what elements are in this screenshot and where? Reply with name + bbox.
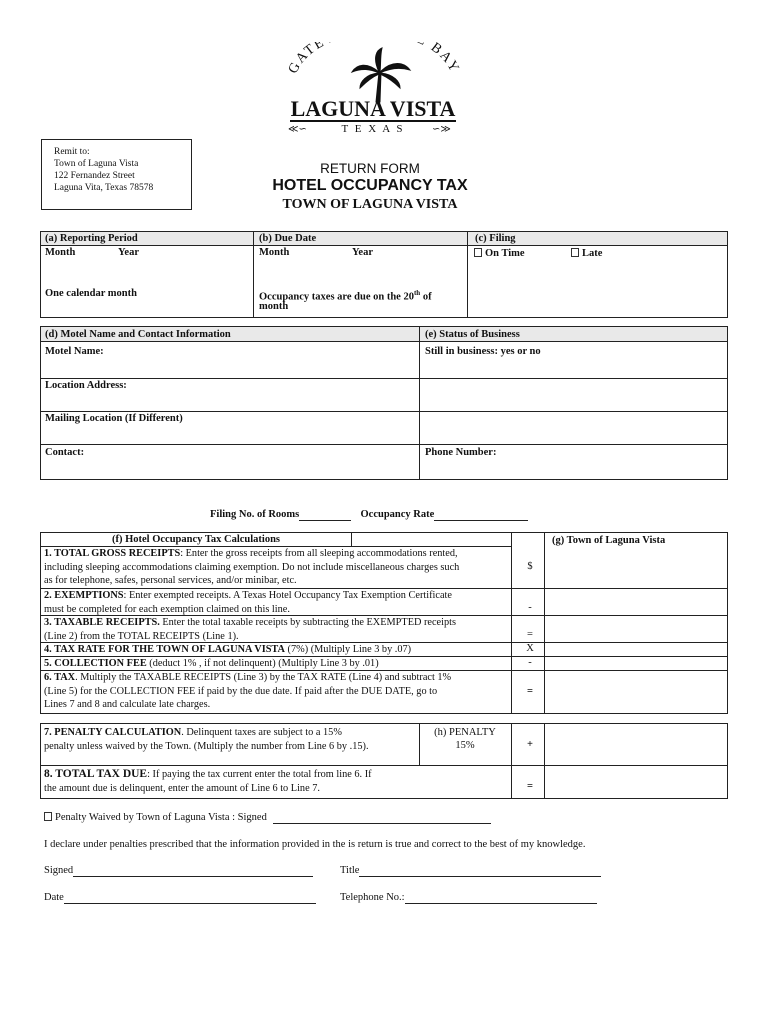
rooms-label: Filing No. of Rooms (210, 509, 300, 520)
line-5-symbol: - (528, 657, 532, 668)
line-2-text (44, 589, 509, 616)
logo-state: T E X A S (341, 123, 405, 135)
line-8-b: the amount due is delinquent, enter the amount of Line 6 to Line 7. (44, 782, 320, 794)
due-note-post: of (420, 291, 432, 303)
line-2-a: : Enter exempted receipts. A Texas Hotel Occupancy Tax Exemption Certificate (123, 590, 452, 601)
penalty-h-label (420, 726, 510, 752)
line-6-a: . Multiply the TAXABLE RECEIPTS (Line 3) by the TAX RATE (Line 4) and subtract 1% (75, 672, 452, 683)
line-4-a: (7%) (Multiply Line 3 by .07) (284, 644, 412, 655)
line-8-a: : If paying the tax current enter the total from line 6. If (147, 769, 372, 780)
date-input[interactable] (64, 893, 316, 904)
line-5-a: (deduct 1% , if not delinquent) (Multiply Line 3 by .01) (146, 658, 379, 669)
town-title: TOWN OF LAGUNA VISTA (282, 197, 458, 212)
remit-line-1: Remit to: (54, 147, 90, 157)
line-3-title: 3. TAXABLE RECEIPTS. (44, 617, 160, 628)
line-6-title: 6. TAX (44, 672, 76, 683)
logo-name: LAGUNA VISTA (290, 96, 456, 121)
return-form-label: RETURN FORM (320, 161, 420, 176)
on-time-option[interactable] (474, 247, 525, 260)
line-1-c: as for telephone, safes, personal services, and/or minibar, etc. (44, 575, 297, 586)
signed-row (44, 864, 313, 877)
late-label: Late (582, 248, 603, 259)
business-status-header: (e) Status of Business (425, 329, 520, 340)
line-3-b: (Line 2) from the TOTAL RECEIPTS (Line 1). (44, 630, 239, 642)
line-8-symbol: = (527, 781, 533, 792)
town-logo (282, 42, 464, 138)
late-checkbox[interactable] (571, 248, 579, 257)
rate-input[interactable] (434, 510, 528, 521)
title-row (340, 864, 601, 877)
form-title: HOTEL OCCUPANCY TAX (272, 177, 468, 194)
line-6-text (44, 671, 509, 712)
due-date-header: (b) Due Date (259, 233, 317, 244)
telephone-input[interactable] (405, 893, 597, 904)
reporting-month-label[interactable]: Month (45, 247, 76, 258)
line-7-title: 7. PENALTY CALCULATION (44, 727, 182, 738)
logo-arc-text: GATE BAY (285, 42, 463, 77)
line-7-a: . Delinquent taxes are subject to a 15% (181, 727, 342, 738)
date-label: Date (44, 892, 64, 903)
line-4-title: 4. TAX RATE FOR THE TOWN OF LAGUNA VISTA (44, 644, 285, 655)
penalty-h-rate: 15% (455, 740, 475, 751)
telephone-label: Telephone No.: (340, 892, 405, 903)
reporting-period-header: (a) Reporting Period (45, 233, 138, 244)
line-3-a: Enter the total taxable receipts by subtracting the EXEMPTED receipts (159, 617, 457, 628)
due-month-label[interactable]: Month (259, 247, 290, 258)
line-2-title: 2. EXEMPTIONS (44, 590, 124, 601)
reporting-period-note: One calendar month (45, 288, 137, 299)
remit-line-4: Laguna Vita, Texas 78578 (54, 183, 154, 193)
line-1-input[interactable] (545, 547, 727, 588)
logo-wave-left: ≪∽ (288, 124, 307, 135)
date-row (44, 891, 316, 904)
line-6-c: Lines 7 and 8 and calculate late charges. (44, 699, 211, 710)
filing-header: (c) Filing (475, 233, 516, 244)
line-1-symbol: $ (527, 561, 533, 572)
logo-wave-right: ∽≫ (432, 124, 451, 135)
penalty-waived-row (44, 811, 491, 824)
due-note-sup: th (413, 289, 421, 297)
line-7-text (44, 726, 416, 753)
line-1-text (44, 547, 509, 588)
calc-header-g: (g) Town of Laguna Vista (552, 535, 666, 546)
declaration-text: I declare under penalties prescribed that the information provided in the is return is true and correct to the best of my knowledge. (44, 839, 586, 850)
telephone-row (340, 891, 597, 904)
rate-label: Occupancy Rate (360, 509, 435, 520)
remit-line-3: 122 Fernandez Street (54, 171, 135, 181)
line-1-a: : Enter the gross receipts from all sleeping accommodations rented, (180, 548, 458, 559)
penalty-h-title: (h) PENALTY (434, 727, 496, 738)
due-date-note-line2: month (259, 301, 289, 312)
remit-line-2: Town of Laguna Vista (54, 159, 139, 169)
remit-box (41, 139, 192, 210)
motel-name-field[interactable]: Motel Name: (45, 346, 104, 357)
line-1-title: 1. TOTAL GROSS RECEIPTS (44, 548, 181, 559)
penalty-waived-label: Penalty Waived by Town of Laguna Vista : Signed (55, 812, 267, 823)
line-8-text (44, 768, 464, 795)
title-input[interactable] (359, 866, 601, 877)
line-4-symbol: X (526, 643, 534, 654)
line-4-text (44, 643, 509, 657)
title-label: Title (340, 865, 360, 876)
line-7-b: penalty unless waived by the Town. (Multiply the number from Line 6 by .15). (44, 740, 369, 752)
rooms-input[interactable] (299, 510, 351, 521)
filing-rooms-row (210, 508, 528, 521)
line-3-text (44, 616, 509, 643)
penalty-waived-checkbox[interactable] (44, 812, 52, 821)
due-year-label[interactable]: Year (352, 247, 373, 258)
on-time-label: On Time (485, 248, 525, 259)
penalty-waived-signature[interactable] (273, 813, 491, 824)
motel-info-grid (40, 326, 728, 480)
line-5-title: 5. COLLECTION FEE (44, 658, 147, 669)
signed-input[interactable] (73, 866, 313, 877)
line-3-symbol: = (527, 629, 533, 640)
calc-header-f: (f) Hotel Occupancy Tax Calculations (111, 534, 280, 545)
line-8-title: 8. TOTAL TAX DUE (44, 768, 148, 780)
line-2-symbol: - (528, 602, 532, 613)
phone-number-field[interactable]: Phone Number: (425, 447, 497, 458)
location-address-field[interactable]: Location Address: (45, 380, 127, 391)
motel-info-header: (d) Motel Name and Contact Information (45, 329, 231, 340)
reporting-year-label[interactable]: Year (118, 247, 139, 258)
mailing-location-field[interactable]: Mailing Location (If Different) (45, 413, 183, 424)
line-6-symbol: = (527, 686, 533, 697)
line-6-b: (Line 5) for the COLLECTION FEE if paid by the due date. If paid after the DUE DATE, go to (44, 685, 438, 697)
due-note-text: Occupancy taxes are due on the 20 (259, 291, 414, 303)
line-7-symbol: + (527, 739, 533, 750)
line-2-b: must be completed for each exemption claimed on this line. (44, 603, 290, 615)
still-in-business-field[interactable]: Still in business: yes or no (425, 346, 541, 357)
signed-label: Signed (44, 865, 74, 876)
on-time-checkbox[interactable] (474, 248, 482, 257)
line-5-text (44, 657, 509, 671)
line-1-b: including sleeping accommodations claiming exemption. Do not include miscellaneous charges such (44, 561, 460, 573)
late-option[interactable] (571, 247, 602, 260)
contact-field[interactable]: Contact: (45, 447, 85, 458)
